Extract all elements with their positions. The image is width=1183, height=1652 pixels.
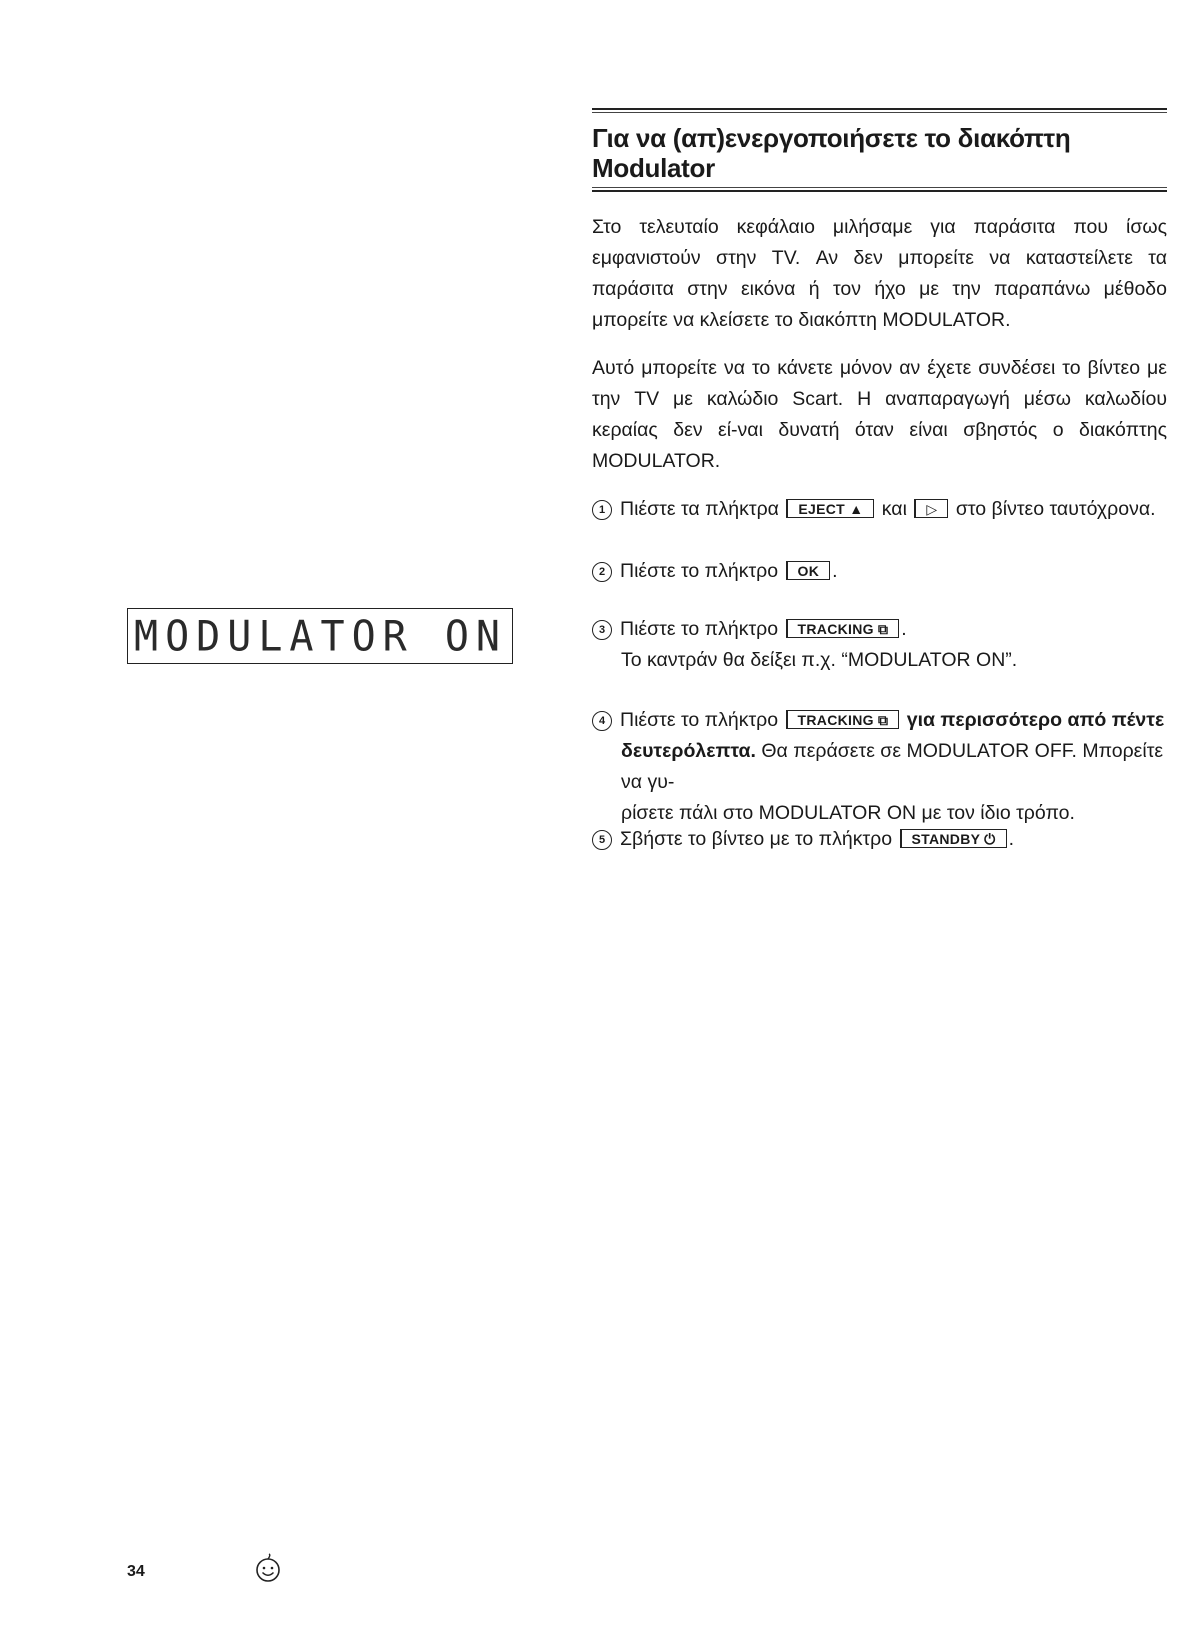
step-5 xyxy=(592,824,1177,855)
intro-paragraph-2 xyxy=(592,353,1167,477)
step-4 xyxy=(592,705,1177,829)
page-number: 34 xyxy=(127,1563,145,1580)
step-number-2: 2 xyxy=(592,562,612,582)
step-number-3: 3 xyxy=(592,620,612,640)
eject-key: EJECT ▲ xyxy=(786,499,874,518)
smiley-face-icon xyxy=(252,1553,284,1585)
page-title: Για να (απ)ενεργοποιήσετε το διακόπτη Modulator xyxy=(592,123,1071,183)
step-number-4: 4 xyxy=(592,711,612,731)
step-1-text-a: Πιέστε τα πλήκτρα xyxy=(620,498,779,520)
intro-text-1: Στο τελευταίο κεφάλαιο μιλήσαμε για παράσιτα που ίσως εμφανιστούν στην TV. Αν δεν μπορείτε να καταστείλετε τα παράσιτα στην εικόνα ή τον ήχο με την παραπάνω μέθοδο μπορείτε να κλείσετε το διακόπτη MODULATOR. xyxy=(592,216,1167,331)
step-5-text-a: Σβήστε το βίντεο με το πλήκτρο xyxy=(620,828,893,850)
title-block xyxy=(592,108,1167,192)
step-number-1: 1 xyxy=(592,500,612,520)
step-1-text-b: και xyxy=(881,498,907,520)
lcd-display xyxy=(127,608,513,664)
step-5-text-c: . xyxy=(1008,828,1014,850)
step-2-text-c: . xyxy=(832,560,838,582)
step-2-text-a: Πιέστε το πλήκτρο xyxy=(620,560,779,582)
lcd-display-text: MODULATOR ON xyxy=(134,612,507,662)
tracking-key: TRACKING ⧉ xyxy=(786,710,900,729)
ok-key: OK xyxy=(786,561,831,580)
standby-key: STANDBY ⏻ xyxy=(900,829,1007,848)
step-4-line-2-rest: Θα περάσετε σε MODULATOR OFF. Μπορείτε να γυ- xyxy=(621,740,1164,793)
step-4-bold-a: για περισσότερο από πέντε xyxy=(906,709,1165,731)
step-3-text-c: . xyxy=(901,618,907,640)
title-rule-bottom-thin xyxy=(592,187,1167,188)
step-1-text-c: στο βίντεο ταυτόχρονα. xyxy=(955,498,1156,520)
step-4-line-2 xyxy=(592,736,1177,798)
step-number-5: 5 xyxy=(592,830,612,850)
step-3-text-a: Πιέστε το πλήκτρο xyxy=(620,618,779,640)
step-2 xyxy=(592,556,1177,587)
title-rule-top xyxy=(592,108,1167,110)
step-3 xyxy=(592,614,1177,676)
step-3-line-2: Το καντράν θα δείξει π.χ. “MODULATOR ON”. xyxy=(621,649,1018,671)
play-key: ▷ xyxy=(914,499,948,518)
step-4-bold-b: δευτερόλεπτα. xyxy=(621,740,756,762)
title-rule-bottom xyxy=(592,190,1167,192)
intro-paragraph-1 xyxy=(592,212,1167,336)
step-4-text-a: Πιέστε το πλήκτρο xyxy=(620,709,779,731)
intro-text-2: Αυτό μπορείτε να το κάνετε μόνον αν έχετε συνδέσει το βίντεο με την TV με καλώδιο Scart. Η αναπαραγωγή μέσω καλωδίου κεραίας δεν εί-ναι δυνατή όταν είναι σβηστός ο διακόπτης MODULATOR. xyxy=(592,357,1167,472)
step-4-line-3: ρίσετε πάλι στο MODULATOR ON με τον ίδιο τρόπο. xyxy=(621,802,1075,824)
tracking-key: TRACKING ⧉ xyxy=(786,619,900,638)
step-1 xyxy=(592,494,1177,525)
